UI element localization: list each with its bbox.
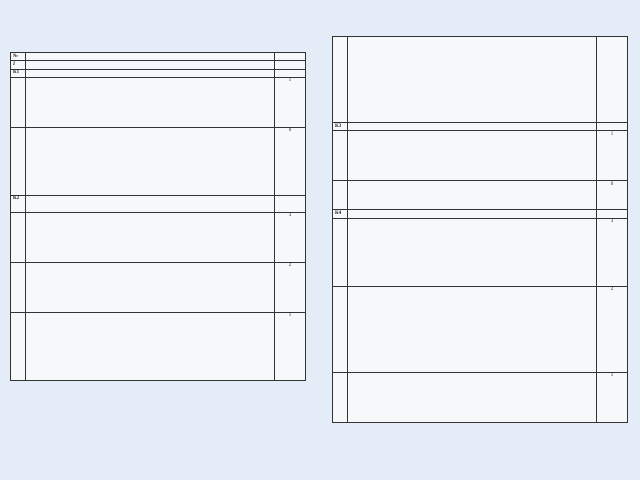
- row-points: 0: [597, 181, 628, 210]
- criterion-num: К4: [333, 210, 348, 218]
- row-text: [348, 181, 597, 210]
- criterion-num: К2: [11, 195, 26, 212]
- table-row: [11, 77, 306, 127]
- table-row: [333, 286, 628, 372]
- row-text: [348, 37, 597, 123]
- criteria-table-right: [332, 36, 628, 423]
- row-points: 3: [597, 218, 628, 286]
- criterion-num: К3: [333, 123, 348, 131]
- table-row: [333, 37, 628, 123]
- row-points: 2: [275, 262, 306, 312]
- criterion-points: [597, 123, 628, 131]
- table-row: [11, 262, 306, 312]
- row-points: 1: [275, 312, 306, 380]
- row-text: [26, 262, 275, 312]
- row-text: [348, 286, 597, 372]
- criterion-points: [597, 210, 628, 218]
- row-num: [11, 77, 26, 127]
- header-criteria: [26, 53, 275, 61]
- row-text: [26, 77, 275, 127]
- section-points: [275, 61, 306, 69]
- criterion-num: К1: [11, 69, 26, 77]
- row-points: 1: [597, 372, 628, 422]
- section-label: [26, 61, 275, 69]
- criterion-label: [26, 69, 275, 77]
- row-num: [333, 286, 348, 372]
- table-row: [333, 131, 628, 181]
- criterion-points: [275, 69, 306, 77]
- row-points: 0: [275, 127, 306, 195]
- header-row: [11, 53, 306, 61]
- row-num: [11, 262, 26, 312]
- row-points: [597, 37, 628, 123]
- row-text: [348, 372, 597, 422]
- criterion-row-k4: [333, 210, 628, 218]
- row-num: [333, 181, 348, 210]
- criterion-row-k3: [333, 123, 628, 131]
- row-num: [11, 127, 26, 195]
- row-num: [333, 37, 348, 123]
- table-row: [11, 312, 306, 380]
- row-text: [348, 218, 597, 286]
- row-num: [11, 312, 26, 380]
- header-points: [275, 53, 306, 61]
- criteria-table-left: [10, 52, 306, 381]
- criterion-label: [348, 123, 597, 131]
- row-points: 1: [597, 131, 628, 181]
- row-points: 2: [597, 286, 628, 372]
- table-row: [333, 372, 628, 422]
- left-column: [10, 36, 306, 476]
- table-row: [11, 212, 306, 262]
- table-row: [333, 181, 628, 210]
- criterion-row-k2: [11, 195, 306, 212]
- row-text: [348, 131, 597, 181]
- row-num: [11, 212, 26, 262]
- table-row: [11, 127, 306, 195]
- section-num: I: [11, 61, 26, 69]
- row-text: [26, 127, 275, 195]
- right-column: [332, 36, 628, 476]
- row-num: [333, 218, 348, 286]
- criterion-row-k1: [11, 69, 306, 77]
- criterion-label: [26, 195, 275, 212]
- row-points: 1: [275, 77, 306, 127]
- criterion-points: [275, 195, 306, 212]
- row-num: [333, 131, 348, 181]
- row-num: [333, 372, 348, 422]
- section-row: [11, 61, 306, 69]
- row-points: 3: [275, 212, 306, 262]
- criterion-label: [348, 210, 597, 218]
- document-page: [10, 36, 628, 476]
- header-num: №: [11, 53, 26, 61]
- row-text: [26, 312, 275, 380]
- table-row: [333, 218, 628, 286]
- row-text: [26, 212, 275, 262]
